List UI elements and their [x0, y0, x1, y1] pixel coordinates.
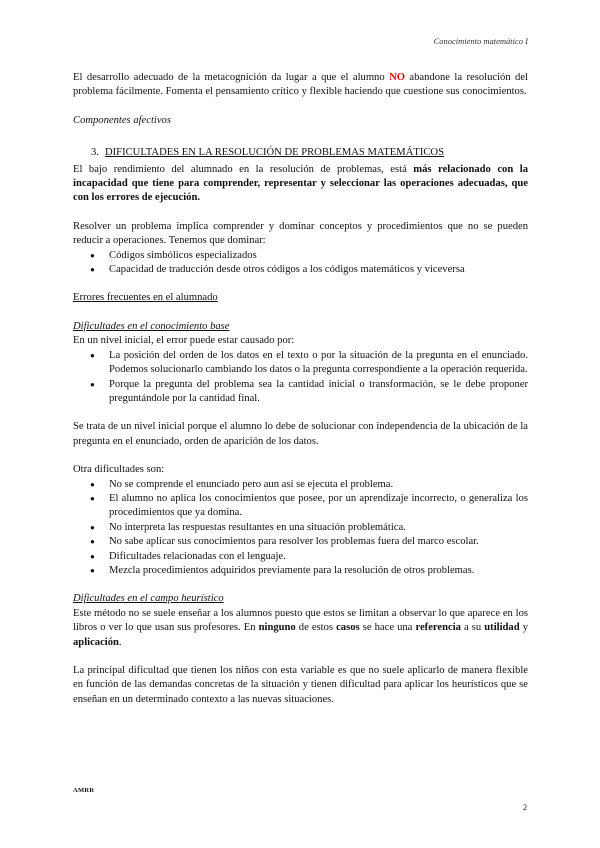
emphasis-no: NO — [389, 72, 405, 83]
section-heading-3 — [73, 146, 528, 160]
text: Dificultades relacionadas con el lenguaje. — [109, 550, 286, 562]
list-item — [73, 349, 528, 378]
paragraph-principal-dificultad: La principal dificultad que tienen los niños con esta variable es que no suele aplicarlo de manera flexible en función de las demandas concretas de la situación y tienen dificultad para aplicar los heurísticos que se enseñan en un determinado contexto a las nuevas situaciones. — [73, 665, 528, 705]
bullet-icon: ● — [90, 250, 95, 260]
text: a su — [460, 622, 485, 634]
section-title: DIFICULTADES EN LA RESOLUCIÓN DE PROBLEMAS MATEMÁTICOS — [105, 147, 444, 159]
text: Porque la pregunta del problema sea la cantidad inicial o transformación, se le debe proponer preguntándole por la cantidad final. — [109, 378, 528, 404]
bullet-icon: ● — [90, 551, 95, 561]
bullet-icon: ● — [90, 565, 95, 575]
text: se hace una — [359, 622, 416, 634]
paragraph-rendimiento — [73, 163, 528, 206]
text: Códigos simbólicos especializados — [109, 249, 257, 261]
paragraph-se-trata: Se trata de un nivel inicial porque el alumno lo debe de solucionar con independencia de la ubicación de la pregunta en el enunciado, orden de aparición de los datos. — [73, 421, 528, 447]
paragraph-resolver: Resolver un problema implica comprender y dominar conceptos y procedimientos que no se pueden reducir a operaciones. Tenemos que dominar: — [73, 220, 528, 247]
text: de estos — [295, 622, 337, 634]
subheading-componentes-afectivos: Componentes afectivos — [73, 114, 171, 126]
list-item — [73, 492, 528, 521]
list-item — [73, 535, 528, 549]
text: Mezcla procedimientos adquiridos previamente para la resolución de otros problemas. — [109, 564, 475, 576]
text: La posición del orden de los datos en el texto o por la situación de la pregunta en el enunciado. Podemos solucionarlo cambiando los datos o la pregunta correspondiente a la operación requerida. — [109, 349, 528, 376]
text: No interpreta las respuestas resultantes en una situación problemática. — [109, 521, 406, 533]
paragraph-metacognicion — [73, 71, 528, 100]
bold-text: más relacionado con la incapacidad que tiene para comprender, representar y seleccionar las operaciones adecuadas, que con los errores de ejecución. — [73, 163, 529, 204]
footer-author: AMRR — [73, 787, 95, 794]
subheading-dificultades-heuristico: Dificultades en el campo heurístico — [73, 593, 224, 605]
text: El bajo rendimiento del alumnado en la resolución de problemas, está — [73, 163, 414, 175]
subheading-errores: Errores frecuentes en el alumnado — [73, 292, 218, 304]
list-item — [73, 263, 528, 277]
list-item — [73, 550, 528, 564]
text: y — [519, 622, 528, 634]
page-content — [73, 71, 528, 707]
list-item — [73, 378, 528, 407]
text: . — [118, 636, 122, 648]
bullet-icon: ● — [90, 350, 95, 360]
bold-text: aplicación — [73, 636, 119, 648]
list-nivel-inicial — [73, 349, 528, 407]
text: Este método no se suele enseñar a los alumnos puesto que estos se limitan a observar lo que aparece en los libros o ver lo que usan sus profesores. En — [73, 607, 528, 634]
bullet-icon: ● — [90, 522, 95, 532]
paragraph-metodo — [73, 607, 528, 650]
bullet-icon: ● — [90, 493, 95, 503]
text: El alumno no aplica los conocimientos que posee, por un aprendizaje incorrecto, o generaliza los procedimientos que ya domina. — [109, 492, 528, 519]
list-dominar — [73, 249, 528, 278]
bullet-icon: ● — [90, 265, 95, 275]
list-item — [73, 521, 528, 535]
list-item — [73, 564, 528, 578]
bullet-icon: ● — [90, 537, 95, 547]
list-item — [73, 249, 528, 263]
bullet-icon: ● — [90, 379, 95, 389]
page-number: 2 — [523, 803, 527, 812]
bold-text: casos — [336, 622, 360, 634]
list-otras-dificultades — [73, 478, 528, 579]
list-item — [73, 478, 528, 492]
bold-text: ninguno — [258, 622, 296, 634]
text: El desarrollo adecuado de la metacognición da lugar a que el alumno — [73, 72, 390, 83]
text: No sabe aplicar sus conocimientos para resolver los problemas fuera del marco escolar. — [109, 536, 479, 548]
text: No se comprende el enunciado pero aun así se ejecuta el problema. — [109, 478, 394, 490]
running-header: Conocimiento matemático I — [433, 36, 528, 46]
bold-text: utilidad — [484, 622, 520, 634]
bold-text: referencia — [415, 622, 461, 634]
paragraph-otras: Otra dificultades son: — [73, 464, 165, 476]
text: abandone la resolución del problema fácilmente. Fomenta el pensamiento crítico y flexible haciendo que cuestione sus conocimientos. — [73, 72, 528, 98]
paragraph-nivel-inicial: En un nivel inicial, el error puede estar causado por: — [73, 335, 295, 347]
subheading-dificultades-base: Dificultades en el conocimiento base — [73, 320, 230, 332]
bullet-icon: ● — [90, 479, 95, 489]
section-number: 3. — [91, 147, 99, 159]
text: Capacidad de traducción desde otros códigos a los códigos matemáticos y viceversa — [109, 264, 465, 276]
